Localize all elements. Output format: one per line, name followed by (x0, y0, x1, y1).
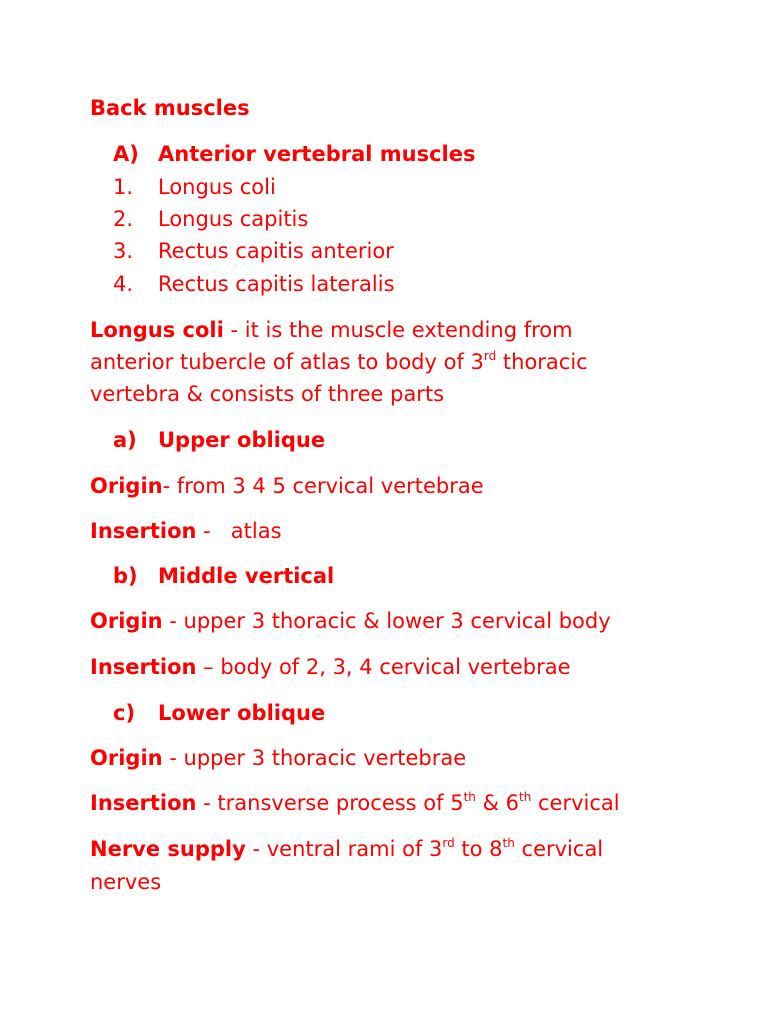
part-heading-a: a) Upper oblique (113, 428, 326, 452)
list-item: 2. Longus capitis (113, 207, 309, 231)
list-item: 4. Rectus capitis lateralis (113, 272, 395, 296)
insertion-line-c: Insertion - transverse process of 5th & 6th cervical (90, 790, 620, 815)
origin-line-c: Origin - upper 3 thoracic vertebrae (90, 746, 467, 770)
insertion-line-b: Insertion – body of 2, 3, 4 cervical vertebrae (90, 655, 571, 679)
origin-line-a: Origin- from 3 4 5 cervical vertebrae (90, 474, 484, 498)
part-heading-c: c) Lower oblique (113, 701, 326, 725)
longus-paragraph-line-1: Longus coli - it is the muscle extending from (90, 318, 573, 342)
part-heading-b: b) Middle vertical (113, 564, 335, 588)
longus-paragraph-line-2: anterior tubercle of atlas to body of 3rd thoracic (90, 349, 588, 374)
nerve-supply-line-2: nerves (90, 870, 162, 894)
list-item: 1. Longus coli (113, 175, 276, 199)
document-title: Back muscles (90, 96, 250, 120)
section-heading-a: A) Anterior vertebral muscles (113, 142, 476, 166)
list-item: 3. Rectus capitis anterior (113, 239, 394, 263)
longus-paragraph-line-3: vertebra & consists of three parts (90, 382, 445, 406)
origin-line-b: Origin - upper 3 thoracic & lower 3 cervical body (90, 609, 611, 633)
nerve-supply-line-1: Nerve supply - ventral rami of 3rd to 8th cervical (90, 836, 604, 861)
insertion-line-a: Insertion - atlas (90, 519, 282, 543)
